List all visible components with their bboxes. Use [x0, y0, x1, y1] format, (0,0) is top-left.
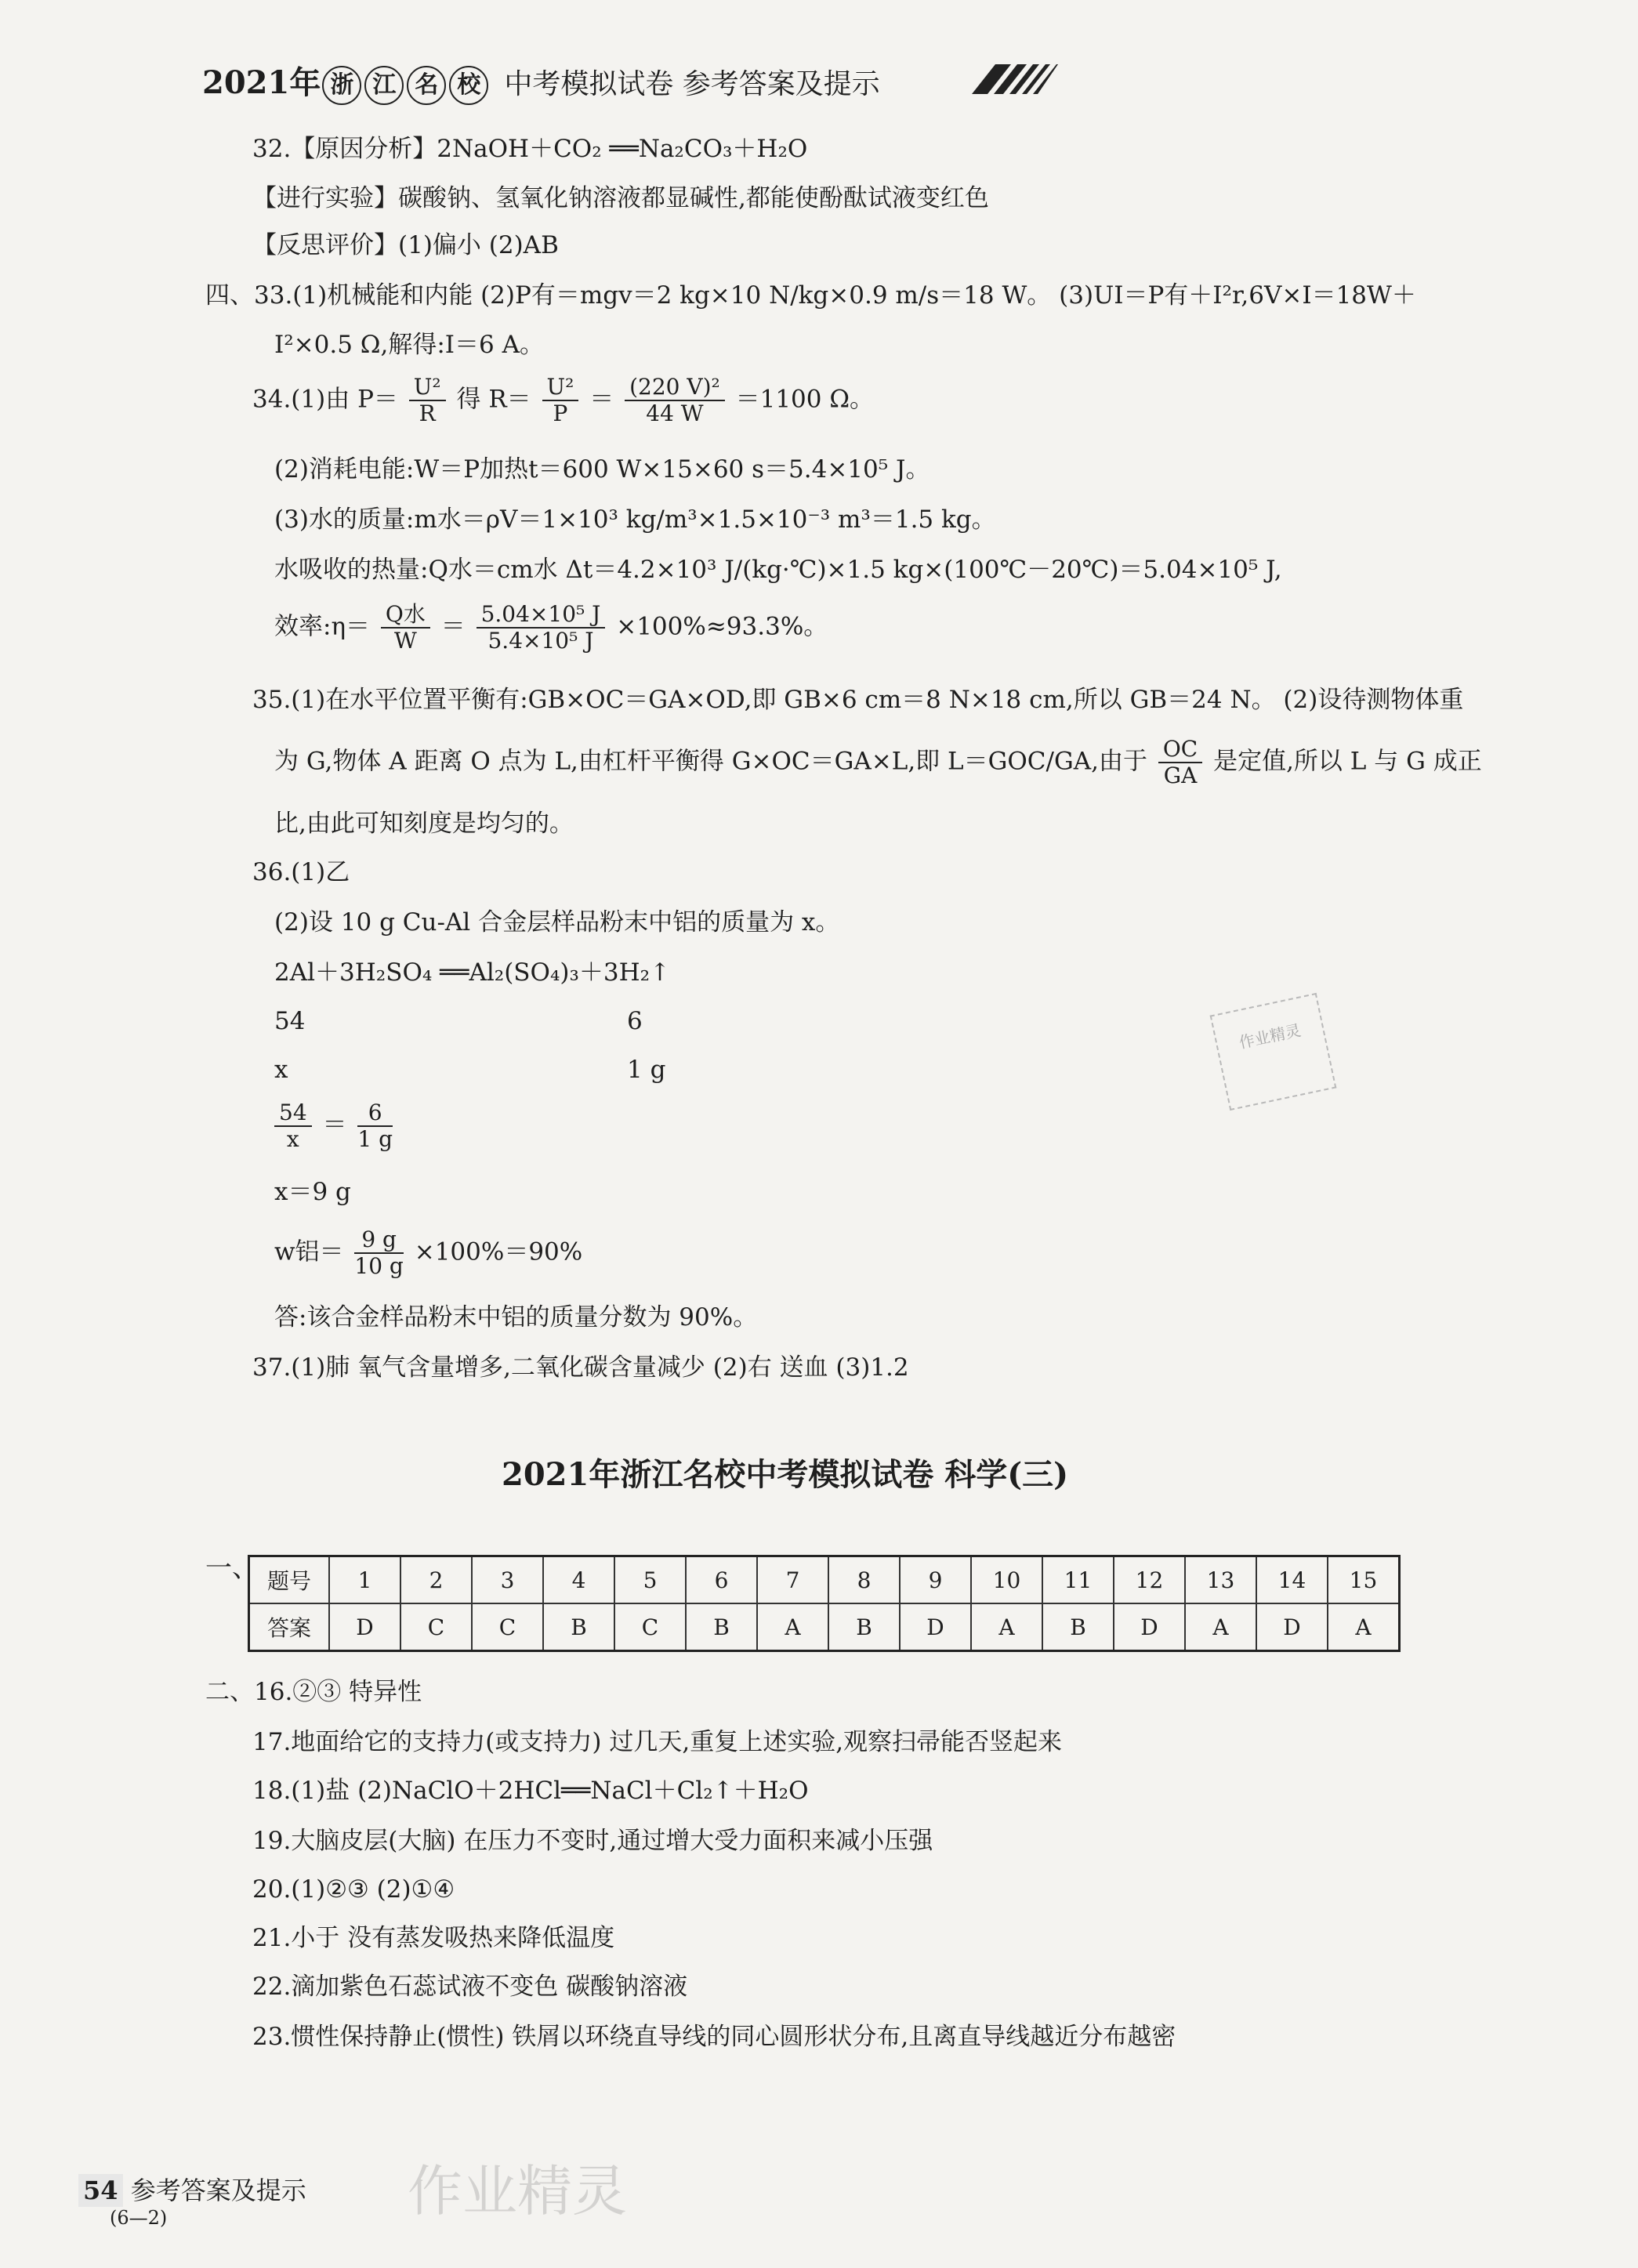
- q36-ratio-6: 6: [627, 1007, 643, 1035]
- table-row: [249, 1556, 1400, 1604]
- q37-line: 37.(1)肺 氧气含量增多,二氧化碳含量减少 (2)右 送血 (3)1.2: [252, 1353, 909, 1382]
- q34-line-3: (3)水的质量:m水＝ρV＝1×10³ kg/m³×1.5×10⁻³ m³＝1.5 kg。: [274, 505, 996, 534]
- fraction-den: R: [419, 400, 436, 427]
- fraction-den: 1 g: [357, 1126, 393, 1153]
- table-cell: C: [614, 1603, 686, 1651]
- header-circle-4: 校: [449, 66, 488, 105]
- table-cell: 14: [1256, 1556, 1328, 1604]
- fraction-den: 5.4×10⁵ J: [487, 628, 594, 654]
- section-title: 2021年浙江名校中考模拟试卷 科学(三): [502, 1456, 1069, 1493]
- fraction-num: U²: [409, 375, 446, 401]
- page-number: 54: [78, 2174, 123, 2207]
- q36-equation: 2Al＋3H₂SO₄ ══Al₂(SO₄)₃＋3H₂↑: [274, 958, 671, 987]
- q36-w-end: ×100%＝90%: [414, 1237, 583, 1266]
- fraction-num: (220 V)²: [625, 375, 725, 401]
- fraction: [274, 1100, 312, 1152]
- fraction: [477, 602, 606, 654]
- table-cell: 5: [614, 1556, 686, 1604]
- q34-text-c: ＝1100 Ω。: [735, 385, 875, 414]
- table-cell: B: [543, 1603, 614, 1651]
- q35-text-b: 是定值,所以 L 与 G 成正: [1213, 747, 1482, 776]
- q16-line: 二、16.②③ 特异性: [205, 1678, 422, 1706]
- q32-line-1: 32.【原因分析】2NaOH＋CO₂ ══Na₂CO₃＋H₂O: [252, 135, 808, 163]
- q35-text-a: 为 G,物体 A 距离 O 点为 L,由杠杆平衡得 G×OC＝GA×L,即 L＝GOC/GA,由于: [274, 747, 1147, 776]
- table-cell: A: [971, 1603, 1042, 1651]
- header-year: 2021年: [202, 64, 321, 101]
- q35-line-3: 比,由此可知刻度是均匀的。: [274, 810, 574, 838]
- fraction-num: 54: [274, 1100, 312, 1127]
- q36-ratio-x: x: [274, 1056, 288, 1084]
- q32-line-2: 【进行实验】碳酸钠、氢氧化钠溶液都显碱性,都能使酚酞试液变红色: [252, 184, 989, 212]
- fraction: [357, 1100, 393, 1152]
- q36-solve-x: x＝9 g: [274, 1178, 351, 1206]
- fraction-den: 10 g: [354, 1253, 404, 1280]
- q19-line: 19.大脑皮层(大脑) 在压力不变时,通过增大受力面积来减小压强: [252, 1827, 933, 1855]
- table-cell: D: [329, 1603, 400, 1651]
- header-stripes-icon: [972, 64, 1058, 94]
- q36-line-2: (2)设 10 g Cu-Al 合金层样品粉末中铝的质量为 x。: [274, 908, 840, 937]
- fraction: [542, 375, 579, 426]
- q36-ratio-54: 54: [274, 1007, 306, 1035]
- q33-line-1: 四、33.(1)机械能和内能 (2)P有＝mgv＝2 kg×10 N/kg×0.9 m/s＝18 W。 (3)UI＝P有＋I²r,6V×I＝18W＋: [205, 281, 1416, 310]
- table-cell: 13: [1185, 1556, 1256, 1604]
- q23-line: 23.惯性保持静止(惯性) 铁屑以环绕直导线的同心圆形状分布,且离直导线越近分布越密: [252, 2023, 1176, 2051]
- fraction-den: GA: [1163, 763, 1198, 789]
- q36-line-1: 36.(1)乙: [252, 858, 350, 886]
- q35-line-2: [274, 737, 1482, 788]
- table-cell: 10: [971, 1556, 1042, 1604]
- fraction-den: P: [553, 400, 568, 427]
- q34-line-1: 34.(1)由 P＝ $\frac{\text{U²}}{R}$ 得 R＝ $\frac{\text{U²}}{P}$ ＝ $\frac{\text{(220 V)²}}{44 W}$ ＝1100 Ω。: [252, 374, 875, 427]
- table-cell: A: [757, 1603, 828, 1651]
- table-cell: A: [1185, 1603, 1256, 1651]
- table-head-answer: 答案: [249, 1603, 330, 1651]
- q17-line: 17.地面给它的支持力(或支持力) 过几天,重复上述实验,观察扫帚能否竖起来: [252, 1728, 1063, 1756]
- fraction-num: OC: [1158, 737, 1202, 763]
- table-cell: B: [1042, 1603, 1114, 1651]
- header-subtitle: 中考模拟试卷 参考答案及提示: [504, 68, 880, 100]
- table-cell: 6: [686, 1556, 757, 1604]
- fraction-den: 44 W: [646, 400, 704, 427]
- footer-text: 参考答案及提示: [130, 2176, 306, 2205]
- q21-line: 21.小于 没有蒸发吸热来降低温度: [252, 1924, 615, 1952]
- q22-line: 22.滴加紫色石蕊试液不变色 碳酸钠溶液: [252, 1973, 688, 2001]
- table-head-number: 题号: [249, 1556, 330, 1604]
- footer-sub: (6—2): [110, 2207, 168, 2229]
- q33-line-2: I²×0.5 Ω,解得:I＝6 A。: [274, 331, 545, 359]
- table-cell: C: [400, 1603, 472, 1651]
- fraction-num: 6: [357, 1100, 393, 1127]
- table-cell: 4: [543, 1556, 614, 1604]
- fraction: [1158, 737, 1202, 788]
- q34-line-2: (2)消耗电能:W＝P加热t＝600 W×15×60 s＝5.4×10⁵ J。: [274, 455, 930, 484]
- q36-ratio-1g: 1 g: [627, 1056, 666, 1084]
- table-cell: 12: [1114, 1556, 1185, 1604]
- page-header: [202, 58, 880, 105]
- table-row: [249, 1603, 1400, 1651]
- table-cell: A: [1328, 1603, 1400, 1651]
- fraction: [354, 1227, 403, 1279]
- q20-line: 20.(1)②③ (2)①④: [252, 1875, 455, 1904]
- fraction: [381, 602, 430, 654]
- fraction-den: x: [286, 1126, 299, 1153]
- fraction-num: Q水: [381, 602, 430, 629]
- q36-w-label: w铝＝: [274, 1237, 344, 1266]
- fraction: [409, 375, 446, 426]
- table-cell: 1: [329, 1556, 400, 1604]
- table-cell: 2: [400, 1556, 472, 1604]
- table-cell: 11: [1042, 1556, 1114, 1604]
- q36-proportion: $\frac{54}{x}$ ＝ $\frac{6}{1 g}$: [271, 1100, 396, 1152]
- table-cell: 3: [472, 1556, 543, 1604]
- answer-table: [248, 1555, 1401, 1652]
- q36-mass-fraction: [274, 1227, 582, 1279]
- table-cell: D: [1114, 1603, 1185, 1651]
- homework-stamp: 作业精灵: [1210, 993, 1337, 1110]
- table-cell: B: [686, 1603, 757, 1651]
- q34-text-b: 得 R＝: [456, 385, 531, 414]
- table-cell: B: [828, 1603, 900, 1651]
- table-cell: 15: [1328, 1556, 1400, 1604]
- fraction-num: 9 g: [354, 1227, 403, 1254]
- table-cell: D: [1256, 1603, 1328, 1651]
- q34-line-5: 效率:η＝ $\frac{\text{Q水}}{W}$ ＝ $\frac{\text{5.04×10⁵ J}}{\text{5.4×10⁵ J}}$ ×100%≈93.3%。: [274, 601, 828, 654]
- fraction-num: 5.04×10⁵ J: [477, 602, 606, 629]
- q34-text-a: 34.(1)由 P＝: [252, 385, 398, 414]
- q32-line-3: 【反思评价】(1)偏小 (2)AB: [252, 231, 559, 259]
- q34-line-4: 水吸收的热量:Q水＝cm水 Δt＝4.2×10³ J/(kg·℃)×1.5 kg×(100℃－20℃)＝5.04×10⁵ J,: [274, 556, 1282, 584]
- table-label: 一、: [205, 1552, 259, 1584]
- fraction-num: U²: [542, 375, 579, 401]
- q35-line-1: 35.(1)在水平位置平衡有:GB×OC＝GA×OD,即 GB×6 cm＝8 N×18 cm,所以 GB＝24 N。 (2)设待测物体重: [252, 686, 1464, 714]
- q34-eff-label: 效率:η＝: [274, 612, 371, 641]
- table-cell: 9: [900, 1556, 971, 1604]
- q34-eff-end: ×100%≈93.3%。: [616, 612, 828, 641]
- page-footer: [78, 2171, 306, 2229]
- fraction-den: W: [393, 628, 417, 654]
- fraction: [625, 375, 725, 426]
- table-cell: C: [472, 1603, 543, 1651]
- header-circle-2: 江: [364, 66, 404, 105]
- watermark-text: 作业精灵: [408, 2159, 627, 2223]
- q36-answer: 答:该合金样品粉末中铝的质量分数为 90%。: [274, 1303, 758, 1331]
- table-cell: 7: [757, 1556, 828, 1604]
- header-circle-1: 浙: [322, 66, 361, 105]
- q18-line: 18.(1)盐 (2)NaClO＋2HCl══NaCl＋Cl₂↑＋H₂O: [252, 1777, 809, 1805]
- table-cell: D: [900, 1603, 971, 1651]
- table-cell: 8: [828, 1556, 900, 1604]
- header-circle-3: 名: [407, 66, 446, 105]
